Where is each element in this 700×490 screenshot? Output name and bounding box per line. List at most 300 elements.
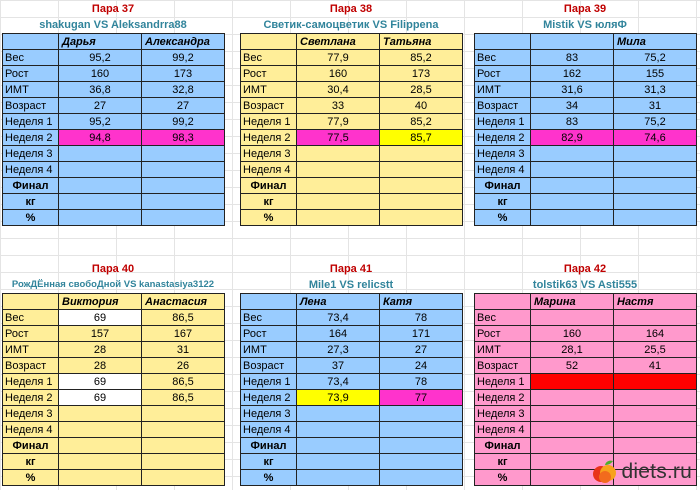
row-label: Вес	[3, 310, 59, 326]
table-row	[3, 470, 225, 486]
participant-name: Виктория	[59, 294, 142, 310]
value-cell: 77,9	[297, 114, 380, 130]
value-cell	[59, 210, 142, 226]
value-cell	[142, 422, 225, 438]
row-label: ИМТ	[241, 82, 297, 98]
value-cell: 27	[142, 98, 225, 114]
row-label: Неделя 4	[3, 162, 59, 178]
row-label: Неделя 3	[3, 146, 59, 162]
row-label: Рост	[241, 326, 297, 342]
table-row	[3, 82, 225, 98]
row-label: Неделя 1	[241, 114, 297, 130]
participant-name: Александра	[142, 34, 225, 50]
table-row	[3, 438, 225, 454]
value-cell	[59, 146, 142, 162]
value-cell: 28,1	[531, 342, 614, 358]
value-cell: 162	[531, 66, 614, 82]
value-cell	[142, 210, 225, 226]
value-cell: 26	[142, 358, 225, 374]
pair-names: Mile1 VS relicstt	[308, 279, 394, 291]
value-cell: 167	[142, 326, 225, 342]
value-cell: 85,2	[380, 114, 463, 130]
value-cell: 33	[297, 98, 380, 114]
value-cell	[531, 146, 614, 162]
table-row	[241, 406, 463, 422]
table-row	[241, 130, 463, 146]
value-cell	[59, 194, 142, 210]
value-cell	[531, 210, 614, 226]
header-corner	[475, 294, 531, 310]
value-cell	[297, 210, 380, 226]
value-cell	[380, 406, 463, 422]
value-cell	[531, 374, 614, 390]
value-cell: 82,9	[531, 130, 614, 146]
value-cell: 28	[59, 358, 142, 374]
value-cell	[297, 454, 380, 470]
row-label: ИМТ	[475, 342, 531, 358]
value-cell: 83	[531, 114, 614, 130]
site-logo	[592, 459, 692, 485]
table-row	[241, 98, 463, 114]
value-cell: 77	[380, 390, 463, 406]
pair-40	[2, 262, 224, 486]
table-row	[475, 374, 697, 390]
pair-title: Пара 38	[329, 3, 373, 15]
header-corner	[3, 294, 59, 310]
row-label: Вес	[241, 310, 297, 326]
header-row	[3, 294, 225, 310]
table-row	[475, 358, 697, 374]
table-row	[3, 310, 225, 326]
participant-name	[531, 34, 614, 50]
table-row	[3, 50, 225, 66]
value-cell	[380, 162, 463, 178]
table-row	[3, 162, 225, 178]
table-row	[475, 114, 697, 130]
participant-name: Марина	[531, 294, 614, 310]
table-row	[475, 422, 697, 438]
value-cell: 28,5	[380, 82, 463, 98]
table-row	[3, 326, 225, 342]
row-label: Неделя 3	[241, 406, 297, 422]
value-cell	[614, 194, 697, 210]
pair-41	[240, 262, 462, 486]
row-label: Возраст	[241, 98, 297, 114]
pair-title: Пара 40	[91, 263, 135, 275]
row-label: Возраст	[475, 98, 531, 114]
value-cell: 27,3	[297, 342, 380, 358]
table-row	[241, 438, 463, 454]
value-cell	[142, 162, 225, 178]
header-corner	[241, 34, 297, 50]
row-label: ИМТ	[3, 82, 59, 98]
pair-title: Пара 39	[563, 3, 607, 15]
table-row	[3, 358, 225, 374]
value-cell: 157	[59, 326, 142, 342]
row-label: кг	[475, 194, 531, 210]
value-cell	[297, 406, 380, 422]
table-row	[241, 454, 463, 470]
value-cell: 164	[297, 326, 380, 342]
row-label: Неделя 2	[3, 130, 59, 146]
value-cell: 69	[59, 374, 142, 390]
pair-table	[2, 293, 225, 486]
value-cell	[531, 390, 614, 406]
logo-text: diets.ru	[621, 460, 692, 483]
value-cell	[142, 178, 225, 194]
value-cell	[614, 146, 697, 162]
table-row	[241, 326, 463, 342]
value-cell: 69	[59, 310, 142, 326]
row-label: Неделя 4	[475, 162, 531, 178]
table-row	[241, 162, 463, 178]
header-row	[475, 34, 697, 50]
value-cell	[531, 406, 614, 422]
participant-name: Светлана	[297, 34, 380, 50]
row-label: %	[475, 210, 531, 226]
row-label: Рост	[241, 66, 297, 82]
value-cell: 31	[142, 342, 225, 358]
row-label: Неделя 3	[241, 146, 297, 162]
value-cell: 52	[531, 358, 614, 374]
row-label: Возраст	[3, 98, 59, 114]
header-row	[241, 34, 463, 50]
value-cell	[59, 454, 142, 470]
pair-table	[2, 33, 225, 226]
value-cell: 73,4	[297, 374, 380, 390]
row-label: Неделя 1	[3, 114, 59, 130]
value-cell	[380, 470, 463, 486]
value-cell	[380, 194, 463, 210]
value-cell	[142, 406, 225, 422]
table-row	[241, 114, 463, 130]
value-cell: 85,2	[380, 50, 463, 66]
table-row	[241, 358, 463, 374]
value-cell	[380, 146, 463, 162]
row-label: кг	[241, 454, 297, 470]
table-row	[241, 342, 463, 358]
row-label: ИМТ	[3, 342, 59, 358]
value-cell	[614, 374, 697, 390]
value-cell	[59, 162, 142, 178]
table-row	[3, 66, 225, 82]
table-row	[241, 310, 463, 326]
pair-names: Светик-самоцветик VS Filippena	[263, 19, 439, 31]
row-label: ИМТ	[241, 342, 297, 358]
row-label: Финал	[475, 178, 531, 194]
value-cell	[614, 438, 697, 454]
value-cell: 31	[614, 98, 697, 114]
table-row	[3, 210, 225, 226]
value-cell	[380, 178, 463, 194]
value-cell: 30,4	[297, 82, 380, 98]
value-cell	[59, 470, 142, 486]
table-row	[475, 178, 697, 194]
table-row	[3, 406, 225, 422]
value-cell: 40	[380, 98, 463, 114]
value-cell	[614, 178, 697, 194]
header-corner	[241, 294, 297, 310]
pair-table	[474, 33, 697, 226]
row-label: кг	[241, 194, 297, 210]
value-cell	[297, 438, 380, 454]
value-cell	[614, 210, 697, 226]
table-row	[475, 210, 697, 226]
value-cell: 69	[59, 390, 142, 406]
value-cell: 77,9	[297, 50, 380, 66]
value-cell	[531, 194, 614, 210]
row-label: Финал	[241, 438, 297, 454]
row-label: Финал	[3, 438, 59, 454]
table-row	[475, 162, 697, 178]
table-row	[3, 194, 225, 210]
table-row	[3, 454, 225, 470]
row-label: Неделя 4	[475, 422, 531, 438]
value-cell	[142, 454, 225, 470]
header-corner	[3, 34, 59, 50]
table-row	[3, 178, 225, 194]
row-label: Неделя 2	[475, 130, 531, 146]
value-cell: 86,5	[142, 310, 225, 326]
table-row	[3, 422, 225, 438]
value-cell: 95,2	[59, 50, 142, 66]
row-label: Неделя 1	[3, 374, 59, 390]
row-label: Неделя 4	[241, 422, 297, 438]
pair-names: РожДЁнная свобоДной VS kanastasiya3122	[11, 279, 215, 290]
row-label: %	[3, 210, 59, 226]
value-cell: 27	[59, 98, 142, 114]
value-cell: 171	[380, 326, 463, 342]
value-cell: 36,8	[59, 82, 142, 98]
value-cell	[614, 406, 697, 422]
value-cell: 94,8	[59, 130, 142, 146]
value-cell: 75,2	[614, 114, 697, 130]
value-cell	[380, 438, 463, 454]
pair-42	[474, 262, 696, 486]
header-row	[3, 34, 225, 50]
pair-38	[240, 2, 462, 226]
table-row	[475, 194, 697, 210]
table-row	[241, 146, 463, 162]
value-cell	[297, 194, 380, 210]
value-cell: 99,2	[142, 114, 225, 130]
value-cell: 41	[614, 358, 697, 374]
row-label: Неделя 2	[241, 130, 297, 146]
row-label: Неделя 4	[241, 162, 297, 178]
table-row	[3, 114, 225, 130]
table-row	[241, 374, 463, 390]
participant-name: Настя	[614, 294, 697, 310]
row-label: Рост	[475, 326, 531, 342]
row-label: кг	[475, 454, 531, 470]
value-cell	[380, 454, 463, 470]
value-cell: 75,2	[614, 50, 697, 66]
value-cell	[380, 210, 463, 226]
value-cell: 73,4	[297, 310, 380, 326]
value-cell: 160	[531, 326, 614, 342]
row-label: %	[3, 470, 59, 486]
participant-name: Катя	[380, 294, 463, 310]
value-cell	[531, 162, 614, 178]
pair-title: Пара 42	[563, 263, 607, 275]
value-cell	[531, 310, 614, 326]
value-cell	[142, 146, 225, 162]
value-cell: 160	[59, 66, 142, 82]
table-row	[241, 50, 463, 66]
row-label: Неделя 2	[241, 390, 297, 406]
table-row	[241, 210, 463, 226]
value-cell: 95,2	[59, 114, 142, 130]
value-cell	[531, 438, 614, 454]
value-cell	[380, 422, 463, 438]
value-cell: 31,3	[614, 82, 697, 98]
value-cell	[59, 422, 142, 438]
value-cell: 173	[380, 66, 463, 82]
value-cell	[531, 422, 614, 438]
value-cell	[297, 470, 380, 486]
table-row	[3, 98, 225, 114]
row-label: Возраст	[3, 358, 59, 374]
row-label: кг	[3, 194, 59, 210]
value-cell	[297, 178, 380, 194]
row-label: %	[475, 470, 531, 486]
pair-title: Пара 37	[91, 3, 135, 15]
table-row	[241, 178, 463, 194]
value-cell: 73,9	[297, 390, 380, 406]
value-cell	[531, 178, 614, 194]
row-label: Неделя 1	[241, 374, 297, 390]
pair-names: Mistik VS юляФ	[543, 19, 627, 31]
table-row	[3, 130, 225, 146]
value-cell: 37	[297, 358, 380, 374]
value-cell: 78	[380, 374, 463, 390]
value-cell	[614, 162, 697, 178]
table-row	[475, 438, 697, 454]
table-row	[241, 422, 463, 438]
row-label: Возраст	[475, 358, 531, 374]
table-row	[3, 390, 225, 406]
value-cell: 173	[142, 66, 225, 82]
value-cell: 31,6	[531, 82, 614, 98]
row-label: Неделя 3	[475, 146, 531, 162]
row-label: %	[241, 470, 297, 486]
table-row	[3, 374, 225, 390]
table-row	[241, 82, 463, 98]
value-cell	[614, 390, 697, 406]
value-cell	[59, 406, 142, 422]
value-cell: 164	[614, 326, 697, 342]
value-cell: 34	[531, 98, 614, 114]
value-cell	[297, 146, 380, 162]
row-label: Финал	[475, 438, 531, 454]
value-cell: 86,5	[142, 374, 225, 390]
value-cell: 28	[59, 342, 142, 358]
table-row	[475, 342, 697, 358]
value-cell	[142, 470, 225, 486]
value-cell	[142, 438, 225, 454]
value-cell: 83	[531, 50, 614, 66]
value-cell	[297, 162, 380, 178]
row-label: Неделя 3	[475, 406, 531, 422]
participant-name: Татьяна	[380, 34, 463, 50]
table-row	[475, 82, 697, 98]
header-row	[475, 294, 697, 310]
row-label: Неделя 2	[3, 390, 59, 406]
pair-table	[474, 293, 697, 486]
row-label: Финал	[241, 178, 297, 194]
table-row	[475, 130, 697, 146]
value-cell	[297, 422, 380, 438]
row-label: Рост	[3, 66, 59, 82]
row-label: кг	[3, 454, 59, 470]
header-row	[241, 294, 463, 310]
value-cell: 78	[380, 310, 463, 326]
row-label: Финал	[3, 178, 59, 194]
table-row	[475, 310, 697, 326]
row-label: Вес	[3, 50, 59, 66]
row-label: Вес	[475, 310, 531, 326]
row-label: Вес	[241, 50, 297, 66]
value-cell	[614, 310, 697, 326]
pair-names: tolstik63 VS Asti555	[532, 279, 638, 291]
participant-name: Дарья	[59, 34, 142, 50]
row-label: Неделя 4	[3, 422, 59, 438]
value-cell: 27	[380, 342, 463, 358]
row-label: Неделя 1	[475, 114, 531, 130]
pair-names: shakugan VS Aleksandrra88	[39, 19, 187, 31]
table-row	[475, 390, 697, 406]
table-row	[475, 326, 697, 342]
table-row	[475, 66, 697, 82]
table-row	[475, 98, 697, 114]
row-label: ИМТ	[475, 82, 531, 98]
row-label: %	[241, 210, 297, 226]
participant-name: Лена	[297, 294, 380, 310]
row-label: Вес	[475, 50, 531, 66]
table-row	[241, 390, 463, 406]
participant-name: Мила	[614, 34, 697, 50]
table-row	[475, 50, 697, 66]
value-cell: 74,6	[614, 130, 697, 146]
table-row	[475, 406, 697, 422]
table-row	[241, 470, 463, 486]
row-label: Неделя 3	[3, 406, 59, 422]
value-cell: 155	[614, 66, 697, 82]
table-row	[241, 194, 463, 210]
table-row	[3, 146, 225, 162]
value-cell: 32,8	[142, 82, 225, 98]
value-cell	[142, 194, 225, 210]
row-label: Неделя 2	[475, 390, 531, 406]
value-cell	[614, 422, 697, 438]
row-label: Неделя 1	[475, 374, 531, 390]
header-corner	[475, 34, 531, 50]
row-label: Возраст	[241, 358, 297, 374]
pair-title: Пара 41	[329, 263, 373, 275]
pair-table	[240, 293, 463, 486]
participant-name: Анастасия	[142, 294, 225, 310]
pair-37	[2, 2, 224, 226]
table-row	[3, 342, 225, 358]
fruit-icon	[592, 459, 618, 485]
value-cell: 25,5	[614, 342, 697, 358]
table-row	[241, 66, 463, 82]
row-label: Рост	[475, 66, 531, 82]
value-cell: 24	[380, 358, 463, 374]
value-cell: 99,2	[142, 50, 225, 66]
row-label: Рост	[3, 326, 59, 342]
value-cell: 160	[297, 66, 380, 82]
